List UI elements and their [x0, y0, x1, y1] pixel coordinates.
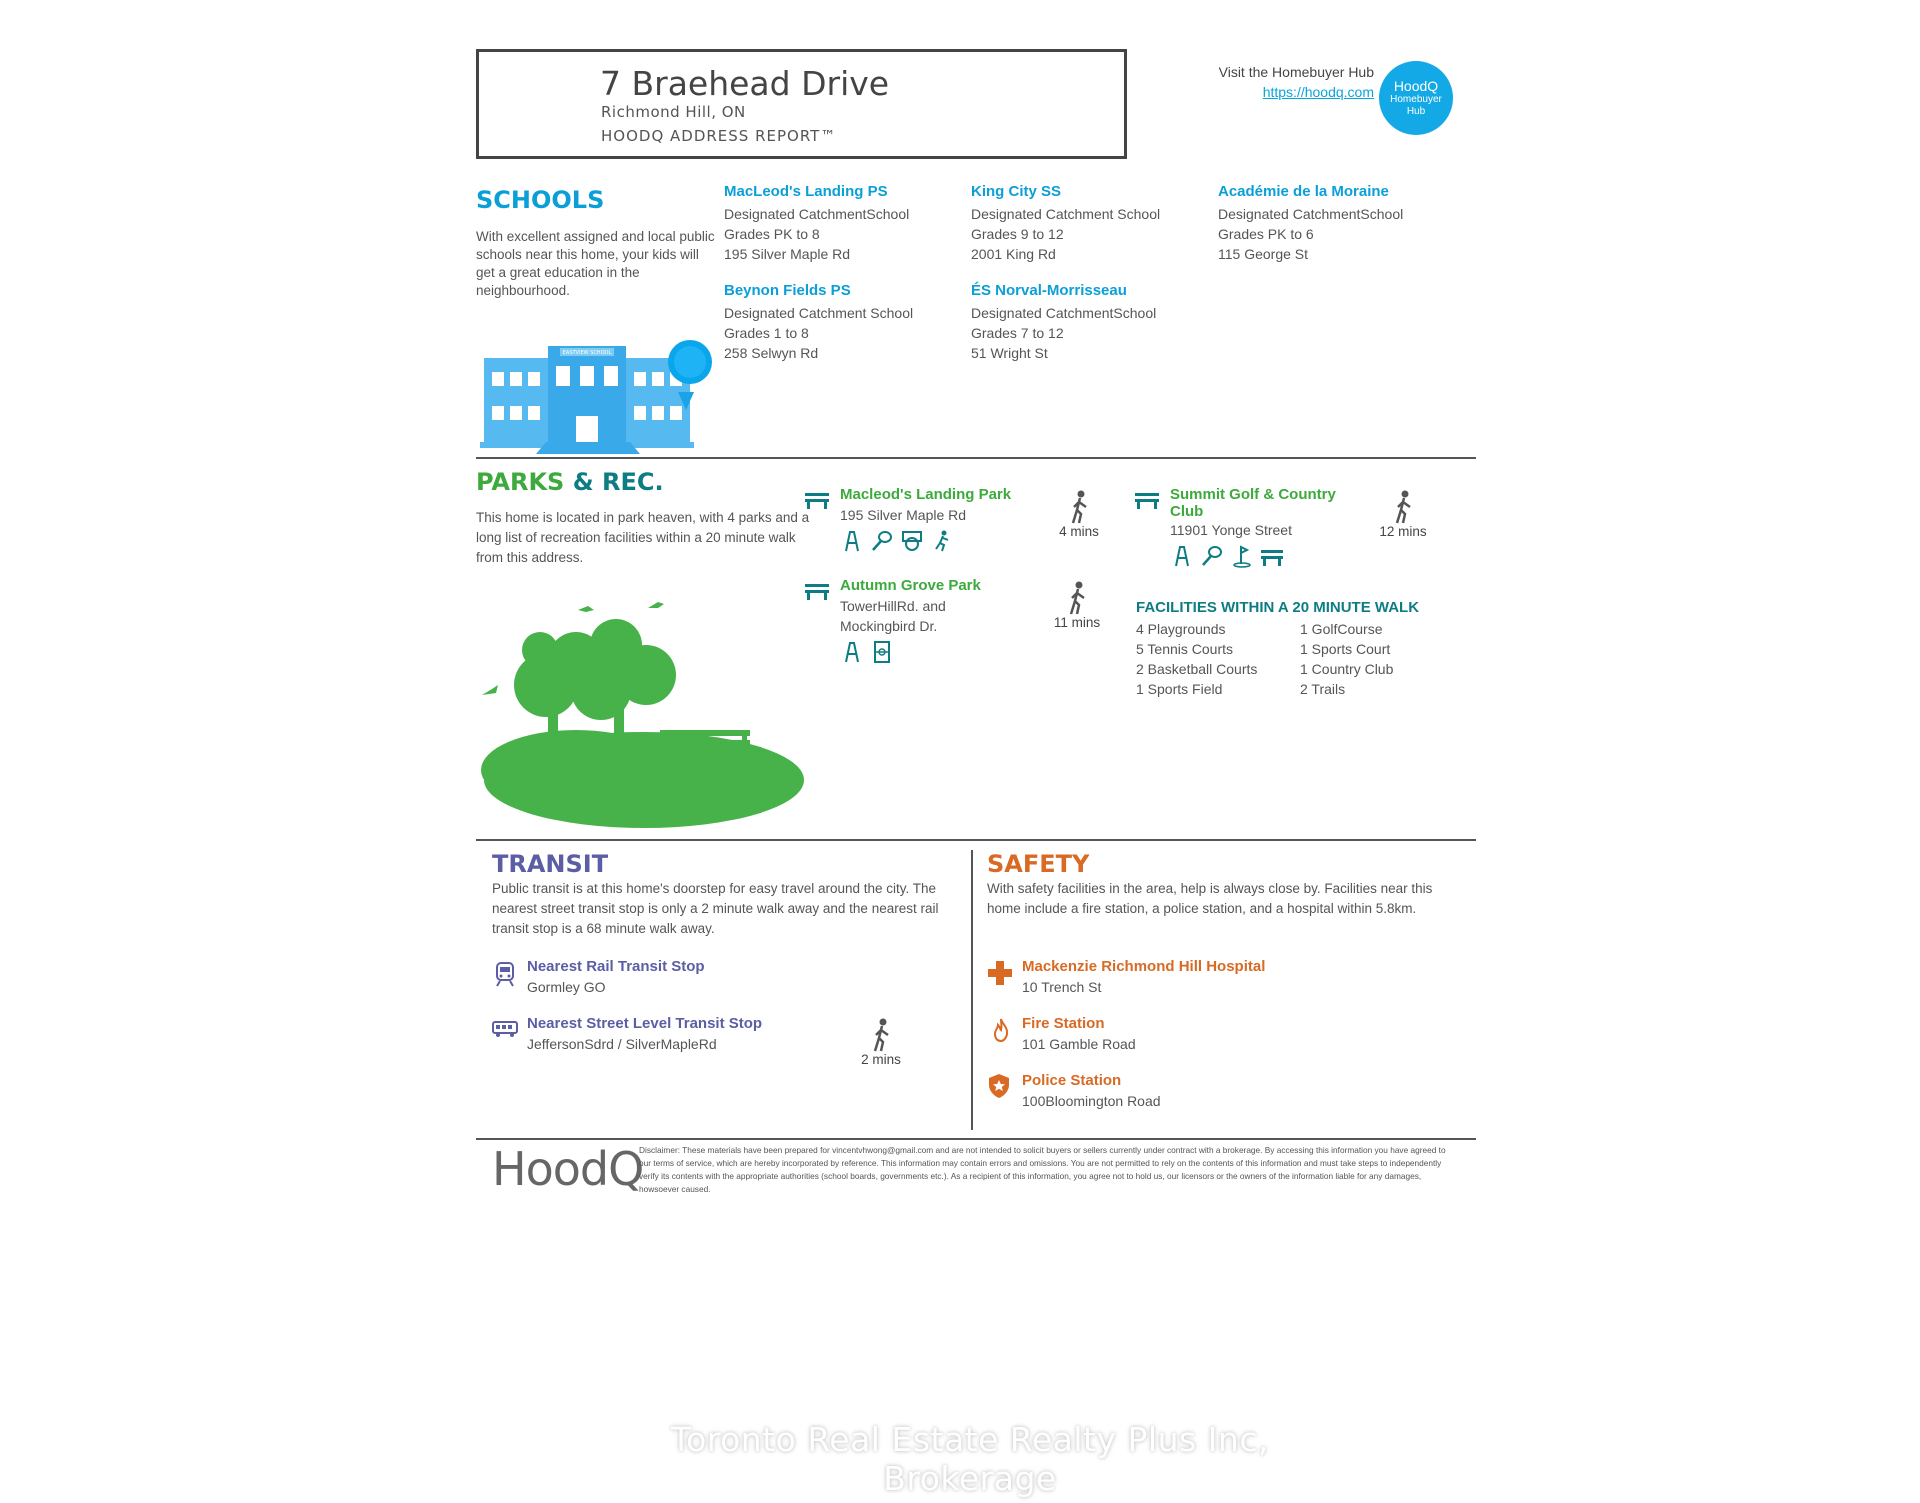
hub-logo-brand: HoodQ: [1393, 78, 1439, 94]
safety-item[interactable]: [1022, 1072, 1342, 1111]
school-grades: Grades 1 to 8: [724, 325, 809, 341]
walking-person-icon: [1368, 490, 1438, 524]
park-amenity-icons: [840, 640, 1000, 664]
park-item[interactable]: [840, 577, 1000, 664]
address-city: Richmond Hill, ON: [601, 103, 746, 121]
fire-icon: [992, 1018, 1010, 1042]
safety-item[interactable]: [1022, 958, 1342, 997]
facility-item: 2 Basketball Courts: [1136, 661, 1258, 677]
school-address: 195 Silver Maple Rd: [724, 246, 851, 262]
school-item[interactable]: [1218, 183, 1458, 264]
safety-item-address: 100Bloomington Road: [1022, 1093, 1161, 1109]
street-transit-label[interactable]: Nearest Street Level Transit Stop: [527, 1015, 763, 1032]
walk-time: [1368, 490, 1438, 539]
school-item[interactable]: [971, 282, 1211, 363]
walk-time: [1042, 581, 1112, 630]
school-type: Designated CatchmentSchool: [1218, 206, 1404, 222]
facility-item: 2 Trails: [1300, 681, 1346, 697]
park-tree-illustration: [476, 590, 806, 840]
hub-link[interactable]: https://hoodq.com: [1262, 84, 1374, 100]
transit-blurb: Public transit is at this home's doorstep for easy travel around the city. The nearest street transit stop is only a 2 minute walk away and the nearest rail transit stop is a 68 minute walk away.: [492, 881, 939, 936]
school-type: Designated CatchmentSchool: [724, 206, 910, 222]
bench-icon: [804, 490, 830, 510]
safety-item-name[interactable]: Fire Station: [1022, 1015, 1105, 1032]
school-item[interactable]: [724, 183, 964, 264]
safety-item[interactable]: [1022, 1015, 1342, 1054]
report-label: HOODQ ADDRESS REPORT™: [601, 127, 837, 145]
basketball-icon: [900, 529, 924, 553]
walk-time-label: 12 mins: [1379, 524, 1427, 539]
playground-icon: [840, 640, 864, 664]
school-address: 51 Wright St: [971, 345, 1048, 361]
homebuyer-hub-prompt: [1180, 62, 1374, 102]
hub-prompt-text: Visit the Homebuyer Hub: [1218, 64, 1374, 80]
playground-icon: [840, 529, 864, 553]
park-name[interactable]: Macleod's Landing Park: [840, 486, 1012, 503]
school-name[interactable]: King City SS: [971, 183, 1062, 200]
hub-logo-line2: Hub: [1406, 106, 1426, 117]
safety-item-name[interactable]: Mackenzie Richmond Hill Hospital: [1022, 958, 1266, 975]
park-item[interactable]: [1170, 486, 1370, 568]
bench-icon: [1134, 490, 1160, 510]
school-building-illustration: [480, 336, 720, 454]
parks-title-a: PARKS: [476, 468, 565, 496]
schools-blurb: With excellent assigned and local public schools near this home, your kids will get a great education in the neighbourhood.: [476, 229, 715, 298]
park-amenity-icons: [1170, 544, 1370, 568]
school-type: Designated Catchment School: [971, 206, 1161, 222]
rail-transit-stop[interactable]: [527, 958, 827, 997]
section-divider: [476, 457, 1476, 459]
safety-item-address: 101 Gamble Road: [1022, 1036, 1136, 1052]
walking-person-icon: [1042, 581, 1112, 615]
school-grades: Grades PK to 8: [724, 226, 820, 242]
transit-title: TRANSIT: [492, 850, 609, 878]
safety-item-name[interactable]: Police Station: [1022, 1072, 1122, 1089]
safety-item-address: 10 Trench St: [1022, 979, 1102, 995]
disclaimer-text: Disclaimer: These materials have been prepared for vincentvhwong@gmail.com and are not intended to solicit buyers or sellers currently under contract with a brokerage. By accessing this information you have agreed to our terms of service, which are hereby incorporated by reference. This information may contain errors and omissions. You are not permitted to rely on the contents of this information and must take steps to independently verify its contents with the appropriate authorities (school boards, governments etc.). As a recipient of this information, you agree not to hold us, our licensors or the owners of the information liable for any damages, howsoever caused.: [639, 1145, 1446, 1194]
street-transit-stop[interactable]: [527, 1015, 857, 1054]
school-item[interactable]: [724, 282, 964, 363]
facility-item: 1 Sports Field: [1136, 681, 1223, 697]
school-name[interactable]: ÉS Norval-Morrisseau: [971, 282, 1127, 299]
park-address: 195 Silver Maple Rd: [840, 507, 967, 523]
school-type: Designated CatchmentSchool: [971, 305, 1157, 321]
walking-person-icon: [848, 1018, 914, 1052]
park-address: TowerHillRd. and Mockingbird Dr.: [840, 598, 946, 634]
schools-title: SCHOOLS: [476, 186, 605, 214]
facility-item: 1 GolfCourse: [1300, 621, 1383, 637]
walk-time-label: 2 mins: [861, 1052, 901, 1067]
park-name[interactable]: Autumn Grove Park: [840, 577, 981, 594]
playground-icon: [1170, 544, 1194, 568]
facility-item: 1 Sports Court: [1300, 641, 1391, 657]
school-type: Designated Catchment School: [724, 305, 914, 321]
school-grades: Grades 7 to 12: [971, 325, 1064, 341]
park-name[interactable]: Summit Golf & Country Club: [1170, 486, 1336, 520]
school-name[interactable]: MacLeod's Landing PS: [724, 183, 888, 200]
walk-time: [1046, 490, 1112, 539]
facility-item: 5 Tennis Courts: [1136, 641, 1234, 657]
address-title: 7 Braehead Drive: [600, 64, 890, 103]
safety-blurb: With safety facilities in the area, help is always close by. Facilities near this home include a fire station, a police station, and a hospital within 5.8km.: [987, 881, 1433, 916]
street-transit-stop-name: JeffersonSdrd / SilverMapleRd: [527, 1036, 717, 1052]
school-sign-text: EASTVIEW SCHOOL: [562, 350, 612, 356]
parks-title: [476, 468, 664, 496]
walk-time-label: 4 mins: [1059, 524, 1099, 539]
facility-item: 1 Country Club: [1300, 661, 1394, 677]
facilities-title: FACILITIES WITHIN A 20 MINUTE WALK: [1136, 599, 1420, 616]
walk-time-label: 11 mins: [1053, 615, 1101, 630]
brokerage-watermark: Toronto Real Estate Realty Plus Inc, Brokerage: [671, 1420, 1269, 1498]
school-name[interactable]: Beynon Fields PS: [724, 282, 851, 299]
section-divider: [476, 1138, 1476, 1140]
school-address: 2001 King Rd: [971, 246, 1056, 262]
sports-field-icon: [870, 640, 894, 664]
parks-blurb: This home is located in park heaven, with 4 parks and a long list of recreation facilities within a 20 minute walk from this address.: [476, 510, 810, 565]
column-divider: [971, 850, 973, 1130]
facility-item: 4 Playgrounds: [1136, 621, 1226, 637]
tennis-icon: [1200, 544, 1224, 568]
hub-logo-line1: Homebuyer: [1390, 94, 1442, 105]
facilities-list-right: [1300, 619, 1460, 699]
rail-transit-label[interactable]: Nearest Rail Transit Stop: [527, 958, 705, 975]
safety-title: SAFETY: [987, 850, 1090, 878]
school-item[interactable]: [971, 183, 1211, 264]
park-item[interactable]: [840, 486, 1055, 553]
rail-transit-stop-name: Gormley GO: [527, 979, 606, 995]
tennis-icon: [870, 529, 894, 553]
section-divider: [476, 839, 1476, 841]
bench-icon: [804, 581, 830, 601]
school-address: 115 George St: [1218, 246, 1309, 262]
park-amenity-icons: [840, 529, 1055, 553]
school-grades: Grades PK to 6: [1218, 226, 1314, 242]
sports-icon: [930, 529, 954, 553]
police-shield-icon: [988, 1073, 1010, 1099]
school-grades: Grades 9 to 12: [971, 226, 1064, 242]
train-icon: [494, 961, 516, 987]
hoodq-footer-logo: HoodQ: [492, 1142, 644, 1196]
golf-icon: [1230, 544, 1254, 568]
walk-time: [848, 1018, 914, 1067]
parks-title-b: & REC.: [572, 468, 664, 496]
facilities-list-left: [1136, 619, 1296, 699]
school-address: 258 Selwyn Rd: [724, 345, 819, 361]
park-address: 11901 Yonge Street: [1170, 522, 1292, 538]
bench-icon: [1260, 544, 1284, 568]
bus-icon: [492, 1020, 518, 1038]
walking-person-icon: [1046, 490, 1112, 524]
hoodq-hub-logo[interactable]: [1379, 61, 1453, 135]
school-name[interactable]: Académie de la Moraine: [1218, 183, 1389, 200]
hospital-cross-icon: [988, 961, 1012, 985]
